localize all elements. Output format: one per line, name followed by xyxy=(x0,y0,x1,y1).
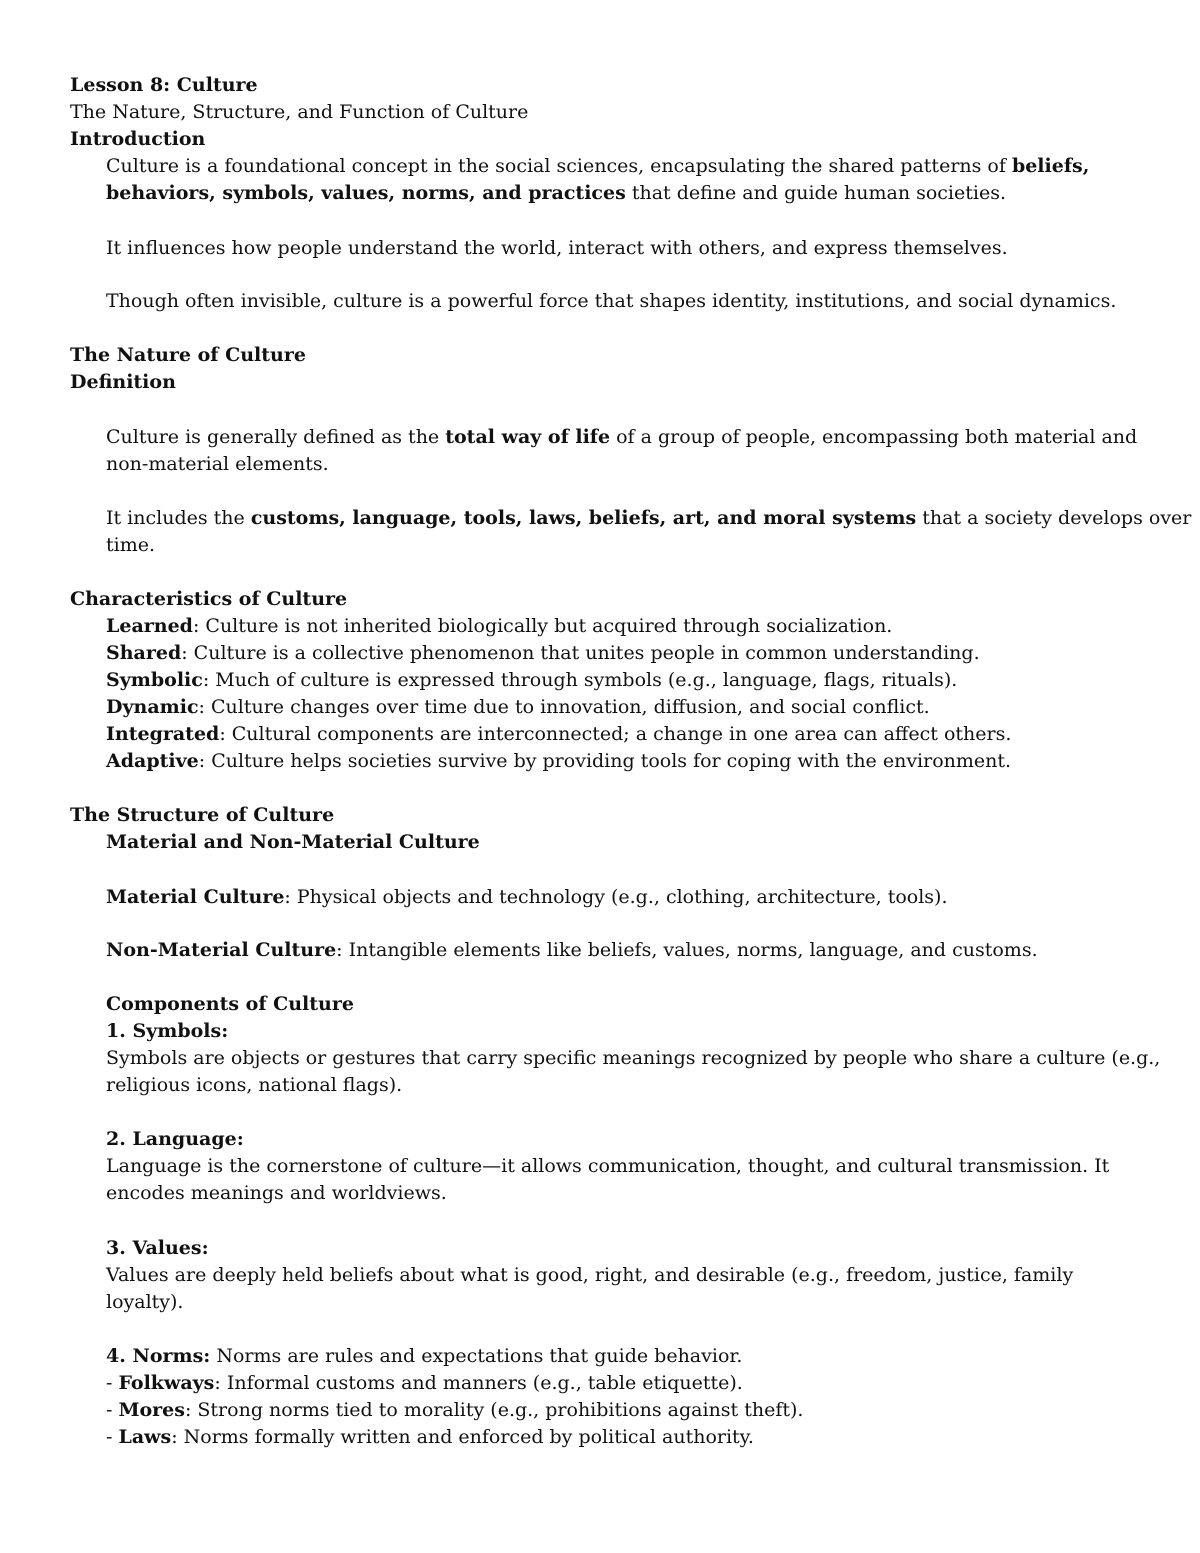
norms-item-mores: - Mores: Strong norms tied to morality (e.g., prohibitions against theft). xyxy=(106,1399,804,1421)
document-subtitle: The Nature, Structure, and Function of Culture xyxy=(70,101,529,123)
intro-heading: Introduction xyxy=(70,128,206,150)
component-values: 3. Values: Values are deeply held beliefs about what is good, right, and desirable (e.g., freedom, justice, family loyalty). xyxy=(106,1237,1074,1313)
characteristics-list xyxy=(106,613,1011,775)
component-norms xyxy=(106,1343,803,1451)
intro-paragraph-2: It influences how people understand the world, interact with others, and express themselves. xyxy=(106,237,1008,259)
characteristic-item: Adaptive: Culture helps societies survive by providing tools for coping with the environment. xyxy=(106,750,1012,772)
norms-intro: 4. Norms: Norms are rules and expectations that guide behavior. xyxy=(106,1345,743,1367)
material-culture-item: Material Culture: Physical objects and technology (e.g., clothing, architecture, tools). xyxy=(106,886,948,908)
characteristics-heading: Characteristics of Culture xyxy=(70,588,348,610)
nature-heading: The Nature of Culture xyxy=(70,344,306,366)
nonmaterial-culture-item: Non-Material Culture: Intangible elements like beliefs, values, norms, language, and customs. xyxy=(106,939,1038,961)
intro-paragraph-1: Culture is a foundational concept in the social sciences, encapsulating the shared patterns of beliefs, behaviors, symbols, values, norms, and practices that define and guide human societies. xyxy=(106,155,1090,204)
structure-heading: The Structure of Culture xyxy=(70,804,335,826)
lesson-title: Lesson 8: Culture xyxy=(70,74,258,96)
definition-heading: Definition xyxy=(70,371,176,393)
characteristic-item: Integrated: Cultural components are interconnected; a change in one area can affect others. xyxy=(106,723,1012,745)
components-heading: Components of Culture xyxy=(106,993,354,1015)
characteristic-item: Dynamic: Culture changes over time due to innovation, diffusion, and social conflict. xyxy=(106,696,930,718)
component-language: 2. Language: Language is the cornerstone of culture—it allows communication, thought, and cultural transmission. It encodes meanings and worldviews. xyxy=(106,1128,1110,1204)
component-symbols: 1. Symbols: Symbols are objects or gestures that carry specific meanings recognized by people who share a culture (e.g., religious icons, national flags). xyxy=(106,1020,1161,1096)
intro-paragraph-3: Though often invisible, culture is a powerful force that shapes identity, institutions, and social dynamics. xyxy=(106,290,1117,312)
norms-item-folkways: - Folkways: Informal customs and manners (e.g., table etiquette). xyxy=(106,1372,743,1394)
norms-item-laws: - Laws: Norms formally written and enforced by political authority. xyxy=(106,1426,754,1448)
characteristic-item: Shared: Culture is a collective phenomenon that unites people in common understanding. xyxy=(106,642,980,664)
characteristic-item: Symbolic: Much of culture is expressed through symbols (e.g., language, flags, rituals). xyxy=(106,669,958,691)
material-nonmaterial-heading: Material and Non-Material Culture xyxy=(106,831,480,853)
characteristic-item: Learned: Culture is not inherited biologically but acquired through socialization. xyxy=(106,615,893,637)
definition-paragraph-1: Culture is generally defined as the total way of life of a group of people, encompassing both material and non-material elements. xyxy=(106,426,1138,475)
definition-paragraph-2: It includes the customs, language, tools, laws, beliefs, art, and moral systems that a society develops over time. xyxy=(106,507,1192,556)
